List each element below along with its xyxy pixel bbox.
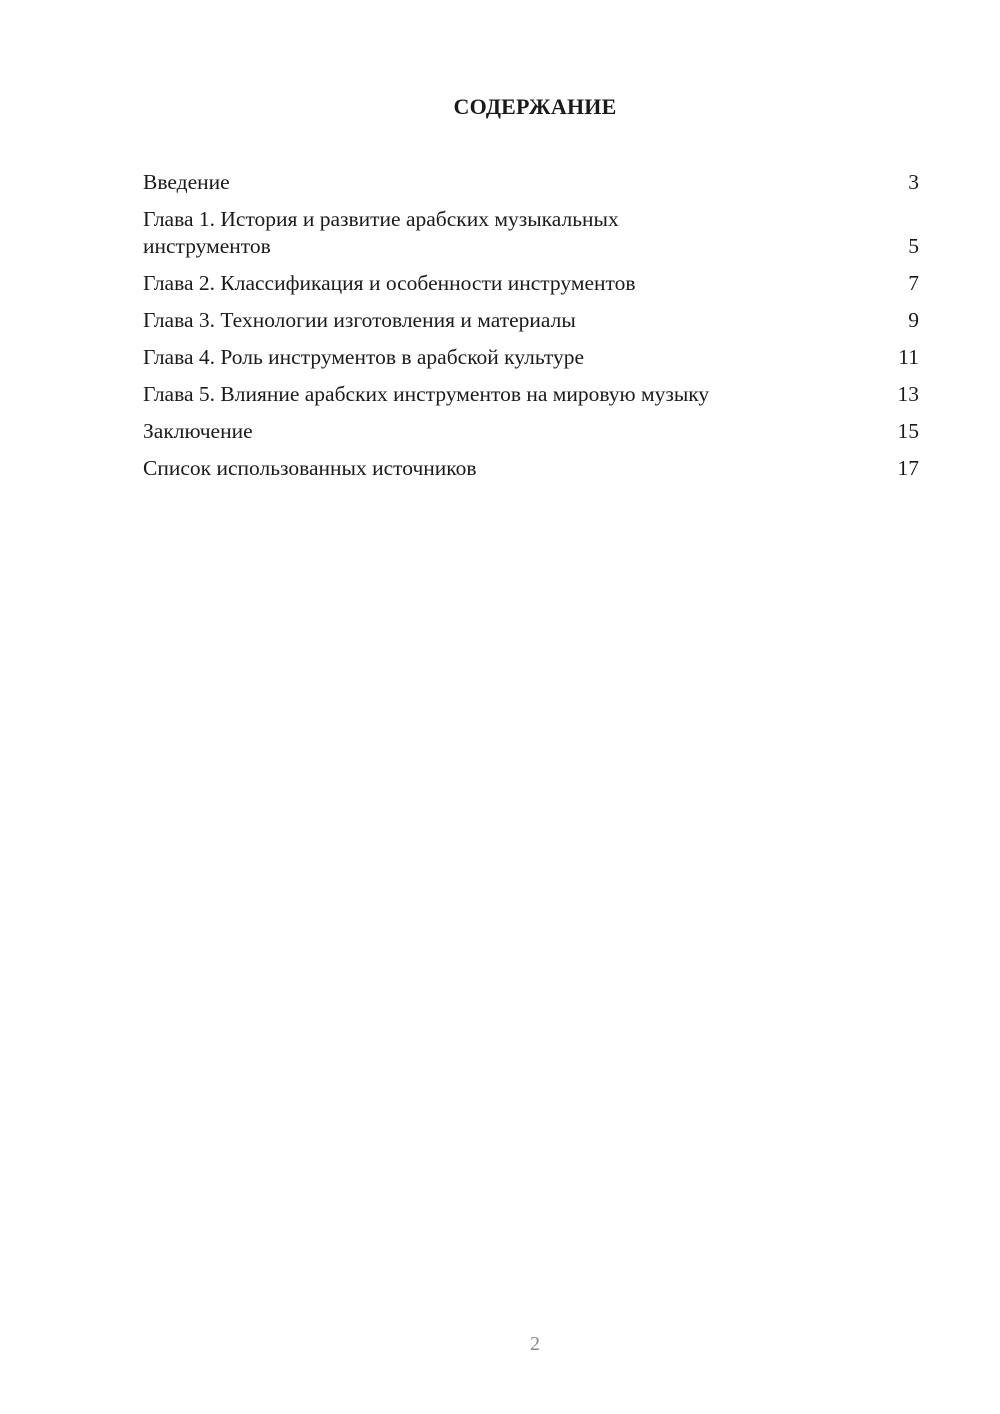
toc-entry-page: 11 (898, 345, 919, 369)
toc-entry-text: Глава 2. Классификация и особенности инструментов (143, 271, 636, 295)
toc-entry-text: Введение (143, 170, 230, 194)
toc-entry-page: 17 (897, 456, 919, 480)
toc-entry-text: Глава 4. Роль инструментов в арабской культуре (143, 345, 585, 369)
toc-entry-page: 7 (908, 271, 919, 295)
toc-entry-introduction (143, 169, 919, 196)
toc-entry-text: Заключение (143, 419, 253, 443)
toc-entry-text: Список использованных источников (143, 456, 477, 480)
page-number: 2 (530, 1333, 540, 1355)
table-of-contents (143, 169, 919, 492)
toc-entry-page: 3 (908, 170, 919, 194)
toc-entry-chapter-5 (143, 381, 919, 408)
toc-entry-chapter-1 (143, 206, 919, 260)
toc-entry-text: Глава 5. Влияние арабских инструментов на мировую музыку (143, 382, 710, 406)
toc-entry-chapter-3 (143, 307, 919, 334)
toc-entry-references (143, 455, 919, 482)
toc-entry-page: 9 (908, 308, 919, 332)
page-title: СОДЕРЖАНИЕ (453, 94, 617, 119)
toc-entry-page: 5 (908, 234, 919, 258)
toc-entry-chapter-4 (143, 344, 919, 371)
toc-entry-text: Глава 3. Технологии изготовления и материалы (143, 308, 576, 332)
toc-entry-conclusion (143, 418, 919, 445)
toc-entry-page: 15 (897, 419, 919, 443)
toc-entry-chapter-2 (143, 270, 919, 297)
toc-entry-text: Глава 1. История и развитие арабских музыкальных инструментов (143, 207, 619, 258)
toc-entry-page: 13 (897, 382, 919, 406)
